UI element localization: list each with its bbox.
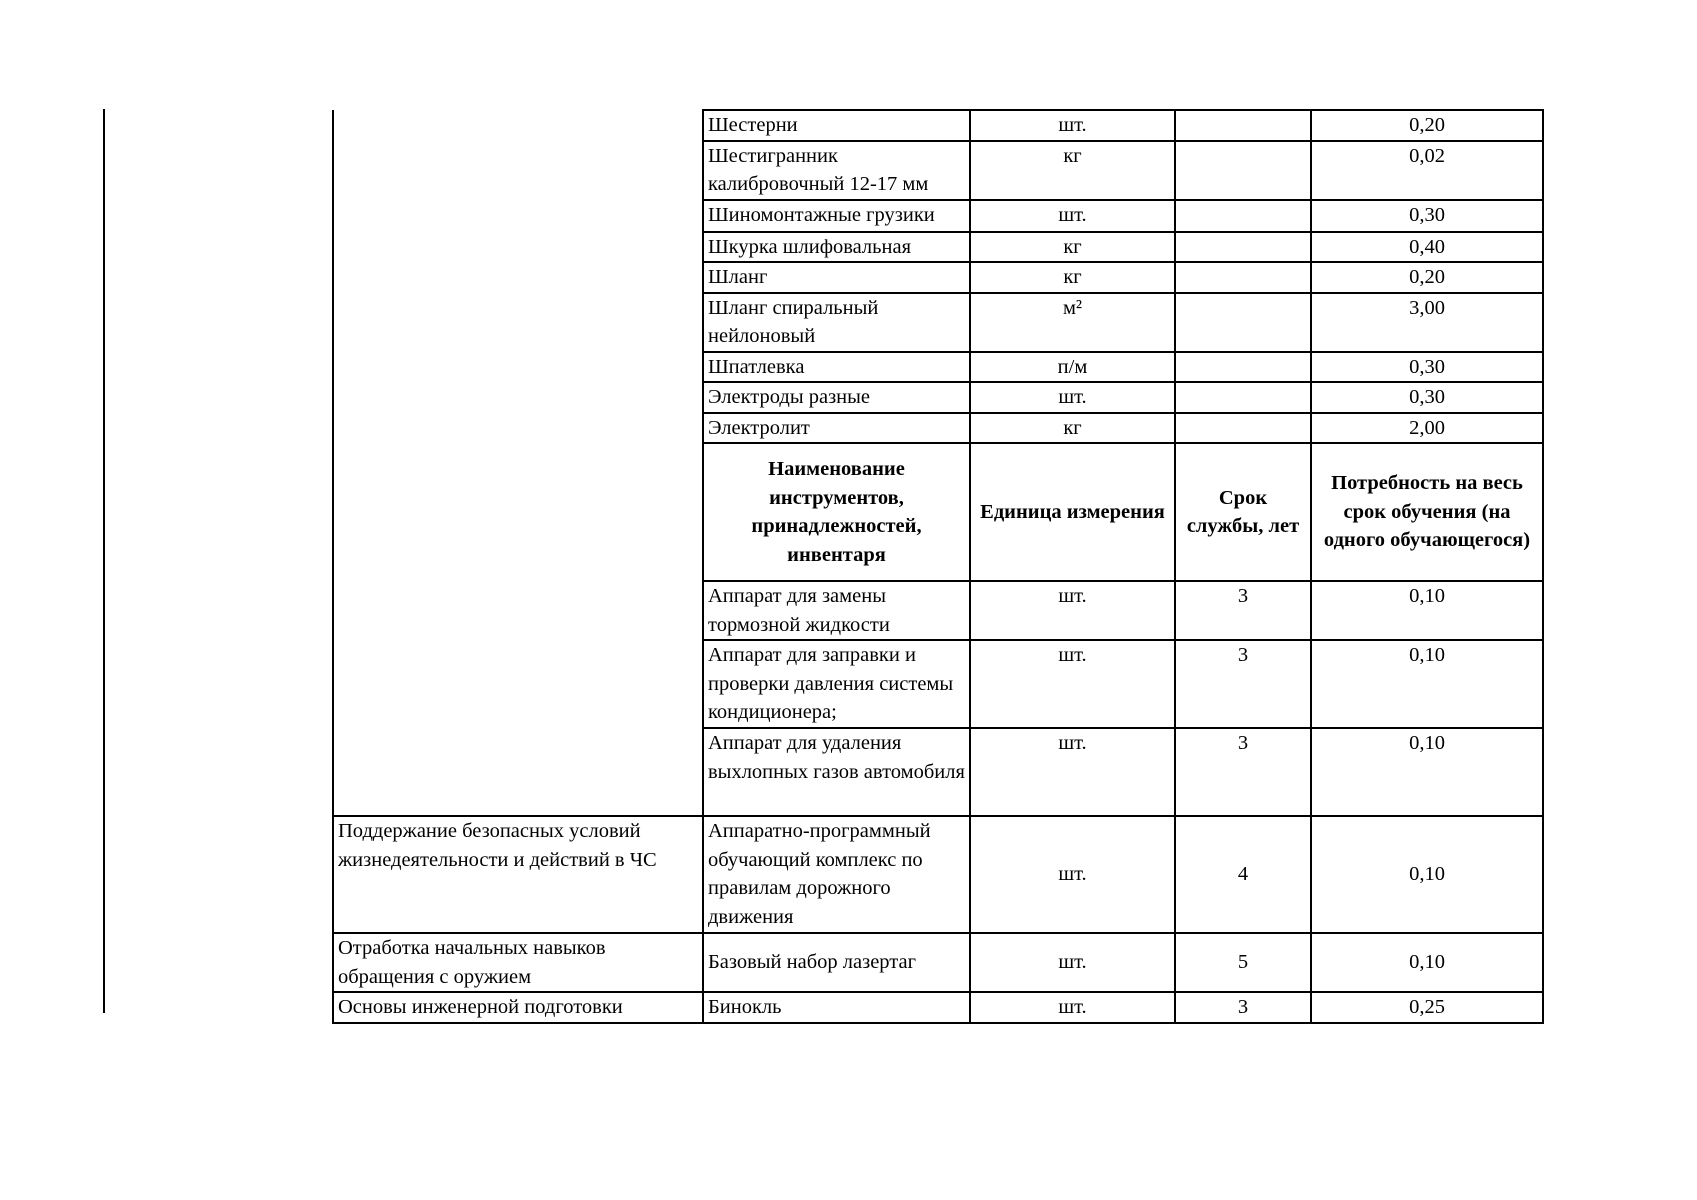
item-unit: кг <box>970 262 1175 293</box>
item-name: Шпатлевка <box>703 352 970 383</box>
item-name: Шестерни <box>703 110 970 141</box>
section-title: Отработка начальных навыков обращения с оружием <box>333 933 703 992</box>
item-need: 0,30 <box>1311 382 1543 413</box>
item-unit: шт. <box>970 728 1175 816</box>
table-row <box>333 581 1543 640</box>
item-unit: п/м <box>970 352 1175 383</box>
item-life: 3 <box>1175 640 1311 728</box>
section-cell-empty <box>333 413 703 444</box>
item-life <box>1175 293 1311 352</box>
item-name: Аппаратно-программный обучающий комплекс по правилам дорожного движения <box>703 816 970 933</box>
item-name: Бинокль <box>703 992 970 1023</box>
item-name: Шиномонтажные грузики <box>703 200 970 232</box>
item-life <box>1175 110 1311 141</box>
item-need: 0,30 <box>1311 200 1543 232</box>
item-name: Аппарат для замены тормозной жидкости <box>703 581 970 640</box>
item-unit: шт. <box>970 933 1175 992</box>
section-cell-empty <box>333 581 703 640</box>
table-row <box>333 141 1543 200</box>
section-cell-empty <box>333 262 703 293</box>
item-life: 5 <box>1175 933 1311 992</box>
item-name: Шестигранник калибровочный 12-17 мм <box>703 141 970 200</box>
table-row <box>333 992 1543 1023</box>
section-cell-empty <box>333 443 703 581</box>
item-unit: кг <box>970 141 1175 200</box>
table-row <box>333 352 1543 383</box>
item-name: Шланг спиральный нейлоновый <box>703 293 970 352</box>
item-unit: шт. <box>970 110 1175 141</box>
table-row <box>333 933 1543 992</box>
item-unit: кг <box>970 232 1175 263</box>
item-life: 3 <box>1175 992 1311 1023</box>
item-unit: м² <box>970 293 1175 352</box>
item-need: 0,30 <box>1311 352 1543 383</box>
item-need: 0,10 <box>1311 933 1543 992</box>
section-cell-empty <box>333 640 703 728</box>
table-row <box>333 262 1543 293</box>
item-unit: кг <box>970 413 1175 444</box>
item-unit: шт. <box>970 382 1175 413</box>
item-unit: шт. <box>970 581 1175 640</box>
section-cell-empty <box>333 352 703 383</box>
item-need: 0,02 <box>1311 141 1543 200</box>
item-life <box>1175 382 1311 413</box>
section-cell-empty <box>333 232 703 263</box>
table-row <box>333 816 1543 933</box>
section-cell-empty <box>333 728 703 816</box>
item-life <box>1175 413 1311 444</box>
section-cell-empty <box>333 382 703 413</box>
item-unit: шт. <box>970 992 1175 1023</box>
table-row <box>333 293 1543 352</box>
equipment-table <box>332 109 1544 1024</box>
table-row <box>333 728 1543 816</box>
item-life <box>1175 200 1311 232</box>
table-header-row <box>333 443 1543 581</box>
item-unit: шт. <box>970 816 1175 933</box>
item-life <box>1175 352 1311 383</box>
header-need: Потребность на весь срок обучения (на одного обучающегося) <box>1311 443 1543 581</box>
table-row <box>333 200 1543 232</box>
header-unit: Единица измерения <box>970 443 1175 581</box>
table-row <box>333 382 1543 413</box>
item-need: 0,20 <box>1311 110 1543 141</box>
item-name: Аппарат для удаления выхлопных газов автомобиля <box>703 728 970 816</box>
section-cell-empty <box>333 293 703 352</box>
item-need: 0,20 <box>1311 262 1543 293</box>
item-life <box>1175 262 1311 293</box>
section-cell-empty <box>333 141 703 200</box>
item-need: 0,25 <box>1311 992 1543 1023</box>
table-row <box>333 232 1543 263</box>
header-life: Срок службы, лет <box>1175 443 1311 581</box>
item-need: 2,00 <box>1311 413 1543 444</box>
item-name: Электролит <box>703 413 970 444</box>
item-life: 3 <box>1175 728 1311 816</box>
item-need: 0,10 <box>1311 581 1543 640</box>
item-need: 0,10 <box>1311 640 1543 728</box>
item-unit: шт. <box>970 640 1175 728</box>
item-name: Электроды разные <box>703 382 970 413</box>
item-unit: шт. <box>970 200 1175 232</box>
item-life: 4 <box>1175 816 1311 933</box>
section-cell-empty <box>333 200 703 232</box>
table-row <box>333 413 1543 444</box>
item-life <box>1175 232 1311 263</box>
item-name: Аппарат для заправки и проверки давления системы кондиционера; <box>703 640 970 728</box>
section-title: Поддержание безопасных условий жизнедеятельности и действий в ЧС <box>333 816 703 933</box>
item-life: 3 <box>1175 581 1311 640</box>
item-need: 0,10 <box>1311 728 1543 816</box>
table-row <box>333 640 1543 728</box>
item-need: 3,00 <box>1311 293 1543 352</box>
section-title: Основы инженерной подготовки <box>333 992 703 1023</box>
item-life <box>1175 141 1311 200</box>
item-name: Базовый набор лазертаг <box>703 933 970 992</box>
item-name: Шкурка шлифовальная <box>703 232 970 263</box>
item-name: Шланг <box>703 262 970 293</box>
item-need: 0,40 <box>1311 232 1543 263</box>
left-margin-rule <box>103 109 105 1013</box>
table-row <box>333 110 1543 141</box>
header-name: Наименование инструментов, принадлежностей, инвентаря <box>703 443 970 581</box>
section-cell-empty <box>333 110 703 141</box>
item-need: 0,10 <box>1311 816 1543 933</box>
